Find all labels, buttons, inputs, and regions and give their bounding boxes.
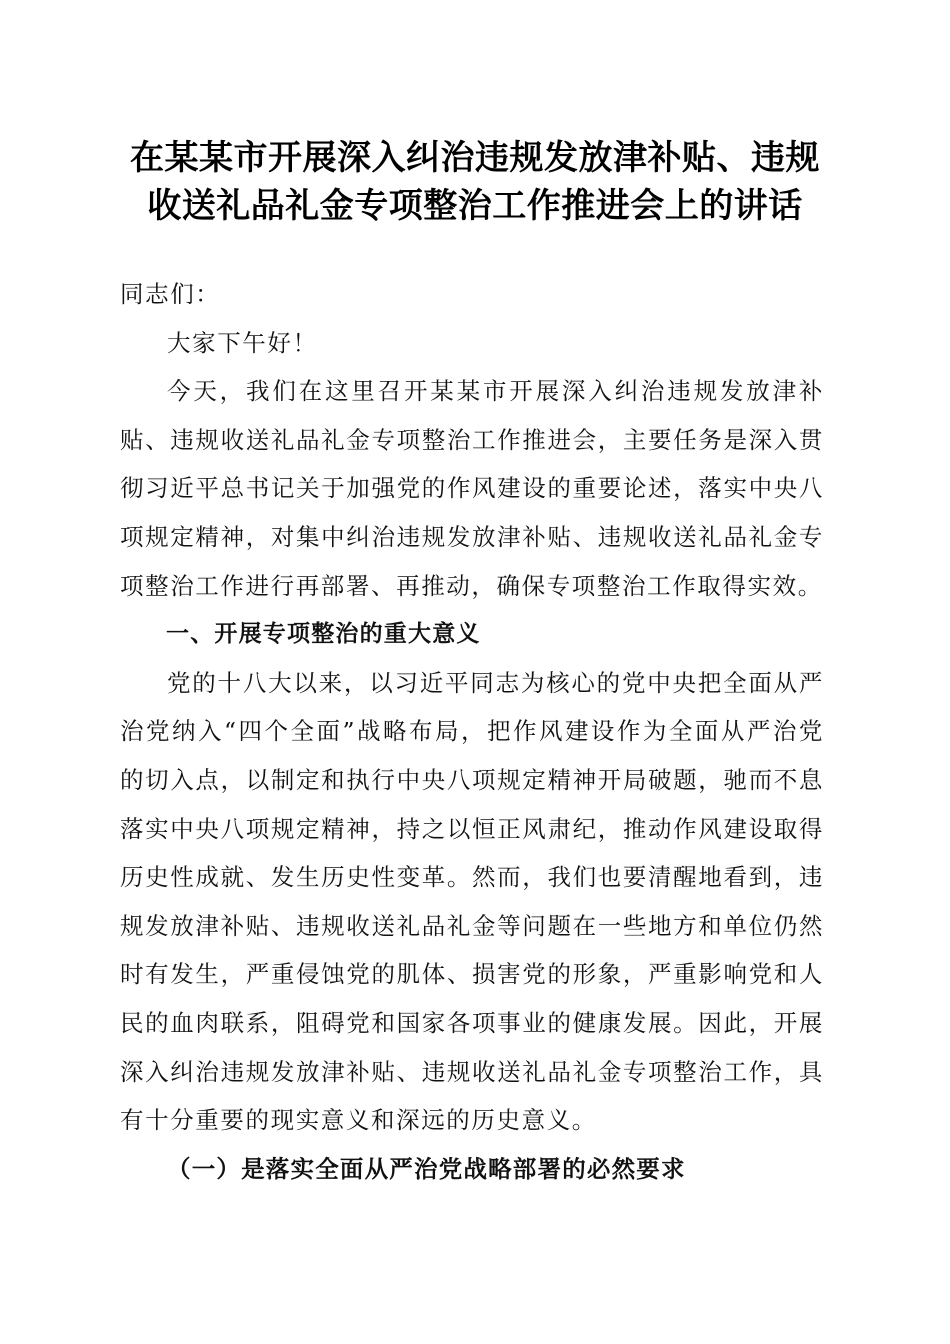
section-heading-1: 一、开展专项整治的重大意义 <box>166 621 481 648</box>
intro-paragraph: 今天，我们在这里召开某某市开展深入纠治违规发放津补贴、违规收送礼品礼金专项整治工作推进会，主要任务是深入贯彻习近平总书记关于加强党的作风建设的重要论述，落实中央八项规定精神，对集中纠治违规发放津补贴、违规收送礼品礼金专项整治工作进行再部署、再推动，确保专项整治工作取得实效。 <box>120 377 824 600</box>
document-body <box>120 270 824 1193</box>
section-1-paragraph: 党的十八大以来，以习近平同志为核心的党中央把全面从严治党纳入“四个全面”战略布局，把作风建设作为全面从严治党的切入点，以制定和执行中央八项规定精神开局破题，驰而不息落实中央八项规定精神，持之以恒正风肃纪，推动作风建设取得历史性成就、发生历史性变革。然而，我们也要清醒地看到，违规发放津补贴、违规收送礼品礼金等问题在一些地方和单位仍然时有发生，严重侵蚀党的肌体、损害党的形象，严重影响党和人民的血肉联系，阻碍党和国家各项事业的健康发展。因此，开展深入纠治违规发放津补贴、违规收送礼品礼金专项整治工作，具有十分重要的现实意义和深远的历史意义。 <box>120 668 824 1135</box>
subsection-heading-1: （一）是落实全面从严治党战略部署的必然要求 <box>167 1154 686 1183</box>
page-title <box>100 134 850 230</box>
title-line-1: 在某某市开展深入纠治违规发放津补贴、违规 <box>130 138 820 178</box>
title-line-2: 收送礼品礼金专项整治工作推进会上的讲话 <box>147 186 803 226</box>
greeting: 大家下午好！ <box>167 328 318 357</box>
salutation: 同志们： <box>120 280 221 308</box>
